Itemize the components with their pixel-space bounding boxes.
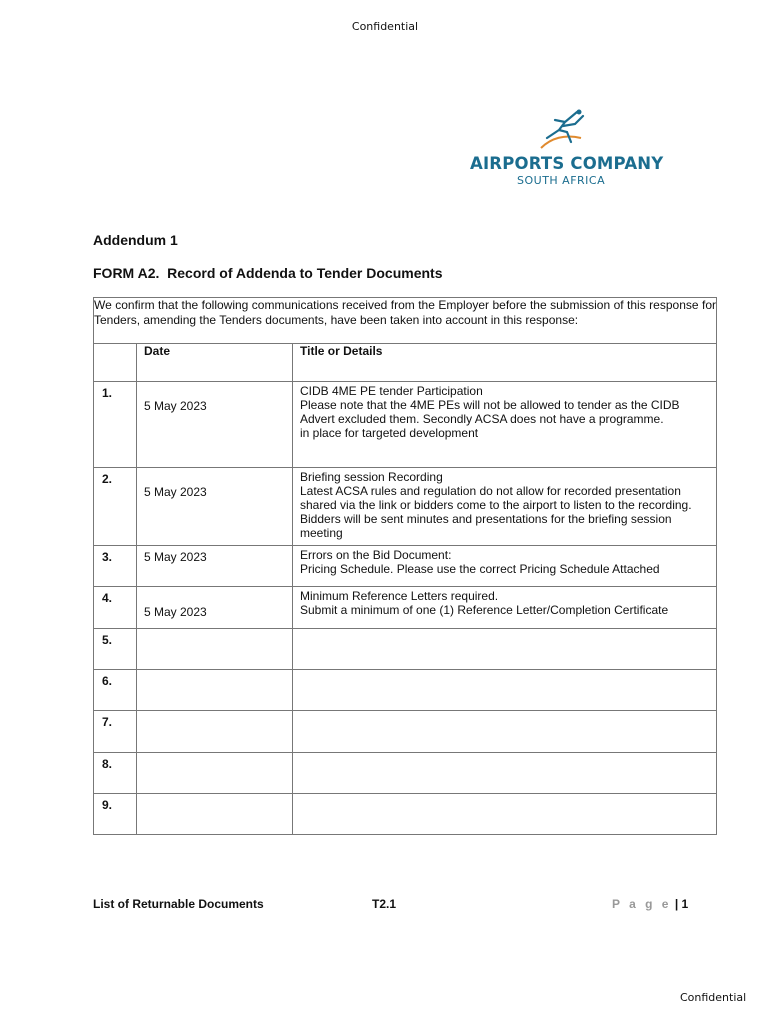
table-row bbox=[94, 587, 717, 629]
form-title: FORM A2. Record of Addenda to Tender Documents bbox=[93, 265, 443, 281]
row-date-cell bbox=[137, 546, 293, 587]
row-detail-line: Bidders will be sent minutes and presentations for the briefing session bbox=[300, 512, 672, 526]
confidential-header: Confidential bbox=[351, 20, 419, 33]
intro-row bbox=[94, 298, 717, 344]
num-header-cell bbox=[94, 344, 137, 382]
logo-name: AIRPORTS COMPANY bbox=[470, 154, 664, 173]
row-detail-line: in place for targeted development bbox=[300, 426, 479, 440]
row-number: 2. bbox=[94, 468, 137, 546]
row-detail-line: Please note that the 4ME PEs will not be allowed to tender as the CIDB bbox=[300, 398, 680, 412]
row-date: 5 May 2023 bbox=[144, 550, 207, 564]
table-header-row bbox=[94, 344, 717, 382]
logo-subtitle: SOUTH AFRICA bbox=[517, 174, 606, 187]
row-details-cell bbox=[293, 794, 717, 835]
row-number: 9. bbox=[94, 794, 137, 835]
row-date-cell bbox=[137, 382, 293, 468]
date-header: Date bbox=[137, 344, 293, 382]
row-date: 5 May 2023 bbox=[144, 399, 207, 413]
row-number: 7. bbox=[94, 711, 137, 753]
table-row bbox=[94, 468, 717, 546]
row-detail-line: meeting bbox=[300, 526, 343, 540]
table-row bbox=[94, 546, 717, 587]
footer-page bbox=[612, 897, 688, 911]
table-row bbox=[94, 629, 717, 670]
title-header: Title or Details bbox=[293, 344, 717, 382]
row-date-cell bbox=[137, 794, 293, 835]
row-detail-line: Submit a minimum of one (1) Reference Letter/Completion Certificate bbox=[300, 603, 669, 617]
leaping-figure-icon bbox=[537, 108, 589, 154]
table-row bbox=[94, 753, 717, 794]
row-detail-line: Errors on the Bid Document: bbox=[300, 548, 452, 562]
row-date-cell bbox=[137, 629, 293, 670]
row-detail-line: CIDB 4ME PE tender Participation bbox=[300, 384, 483, 398]
row-details-cell bbox=[293, 629, 717, 670]
row-number: 8. bbox=[94, 753, 137, 794]
table-row bbox=[94, 711, 717, 753]
row-detail-line: Minimum Reference Letters required. bbox=[300, 589, 499, 603]
row-date-cell bbox=[137, 587, 293, 629]
row-details-cell bbox=[293, 468, 717, 546]
row-details-cell bbox=[293, 670, 717, 711]
table-row bbox=[94, 794, 717, 835]
row-details-cell bbox=[293, 711, 717, 753]
confidential-footer: Confidential bbox=[680, 991, 747, 1004]
row-details-cell bbox=[293, 753, 717, 794]
row-detail-line: Pricing Schedule. Please use the correct Pricing Schedule Attached bbox=[300, 562, 660, 576]
addenda-table bbox=[93, 297, 717, 835]
row-date-cell bbox=[137, 753, 293, 794]
row-number: 3. bbox=[94, 546, 137, 587]
page-label: P a g e bbox=[612, 897, 672, 911]
row-number: 4. bbox=[94, 587, 137, 629]
row-date-cell bbox=[137, 670, 293, 711]
row-detail-line: shared via the link or bidders come to the airport to listen to the recording. bbox=[300, 498, 692, 512]
row-details-cell bbox=[293, 382, 717, 468]
row-number: 6. bbox=[94, 670, 137, 711]
footer-code: T2.1 bbox=[372, 897, 397, 911]
row-detail-line: Latest ACSA rules and regulation do not allow for recorded presentation bbox=[300, 484, 681, 498]
row-detail-line: Briefing session Recording bbox=[300, 470, 443, 484]
addendum-heading: Addendum 1 bbox=[93, 232, 178, 248]
row-detail-line: Advert excluded them. Secondly ACSA does not have a programme. bbox=[300, 412, 664, 426]
row-number: 5. bbox=[94, 629, 137, 670]
table-row bbox=[94, 670, 717, 711]
table-row bbox=[94, 382, 717, 468]
footer-doc-list: List of Returnable Documents bbox=[93, 897, 264, 911]
row-date: 5 May 2023 bbox=[144, 605, 207, 619]
intro-text: We confirm that the following communications received from the Employer before the submission of this response for Tenders, amending the Tenders documents, have been taken into account in this response: bbox=[94, 298, 717, 344]
airports-company-logo bbox=[465, 108, 670, 188]
page-number: | 1 bbox=[674, 897, 689, 911]
row-details-cell bbox=[293, 546, 717, 587]
row-date-cell bbox=[137, 711, 293, 753]
row-date: 5 May 2023 bbox=[144, 485, 207, 499]
row-date-cell bbox=[137, 468, 293, 546]
row-details-cell bbox=[293, 587, 717, 629]
row-number: 1. bbox=[94, 382, 137, 468]
